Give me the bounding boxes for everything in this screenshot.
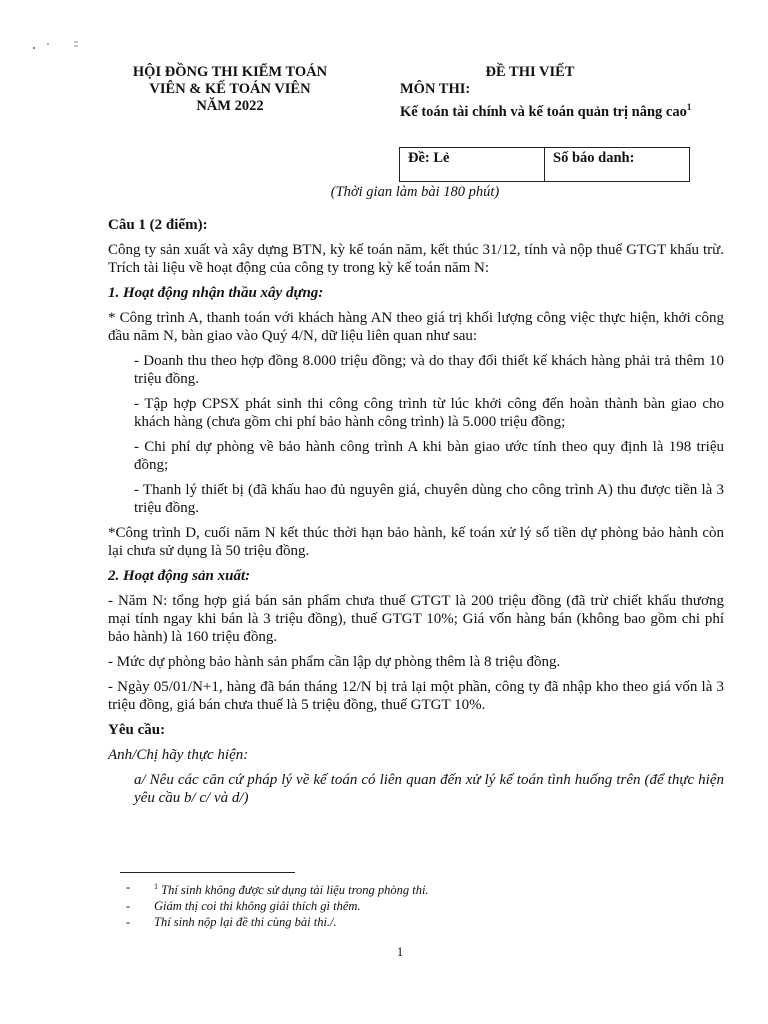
- section-1-title: 1. Hoạt động nhận thầu xây dựng:: [108, 285, 324, 301]
- subject-footnote-mark: 1: [686, 102, 692, 112]
- footnote-1-text: Thí sinh không được sử dụng tài liệu trong phòng thi.: [161, 883, 429, 898]
- exam-duration-note: (Thời gian làm bài 180 phút): [330, 184, 500, 200]
- section-2-bullet-2: - Mức dự phòng bảo hành sản phẩm cần lập dự phòng thêm là 8 triệu đồng.: [108, 654, 561, 670]
- council-line-2: VIÊN & KẾ TOÁN VIÊN: [149, 81, 311, 97]
- candidate-number-cell: Số báo danh:: [553, 150, 635, 166]
- question-intro: Công ty sản xuất và xây dựng BTN, kỳ kế toán năm, kết thúc 31/12, tính và nộp thuế GTGT khấu trừ. Trích tài liệu về hoạt động của công ty trong kỳ kế toán năm N:: [108, 242, 724, 276]
- section-1-bullet-4: - Thanh lý thiết bị (đã khấu hao đủ nguyên giá, chuyên dùng cho công trình A) thu được tiền là 3 triệu đồng.: [134, 482, 724, 516]
- footnote-3: [126, 914, 686, 930]
- exam-council-header: [100, 64, 360, 115]
- footnotes: [126, 879, 686, 930]
- section-2-bullet-1: - Năm N: tổng hợp giá bán sản phẩm chưa thuế GTGT là 200 triệu đồng (đã trừ chiết khấu thương mại tính ngay khi bán là 3 triệu đồng), thuế GTGT 10%; Giá vốn hàng bán (không bao gồm chi phí bảo hành) là 160 triệu đồng.: [108, 593, 724, 645]
- footnote-1: [126, 879, 686, 898]
- footnote-2-text: Giám thị coi thi không giải thích gì thêm.: [154, 899, 361, 914]
- subject-label: MÔN THI:: [400, 81, 471, 97]
- question-body: [108, 216, 724, 814]
- requirement-intro: Anh/Chị hãy thực hiện:: [108, 747, 249, 763]
- footnote-2: [126, 898, 686, 914]
- section-1-bullet-2: - Tập hợp CPSX phát sinh thi công công trình từ lúc khởi công đến hoàn thành bàn giao cho khách hàng (chưa gồm chi phí bảo hành công trình) là 5.000 triệu đồng;: [134, 396, 724, 430]
- section-2-bullet-3: - Ngày 05/01/N+1, hàng đã bán tháng 12/N bị trả lại một phần, công ty đã nhập kho theo giá vốn là 3 triệu đồng, giá bán chưa thuế là 5 triệu đồng, thuế GTGT 10%.: [108, 679, 724, 713]
- footnote-dash: -: [126, 880, 131, 894]
- section-1-paragraph-1: * Công trình A, thanh toán với khách hàng AN theo giá trị khối lượng công việc thực hiện, khởi công đầu năm N, bàn giao vào Quý 4/N, dữ liệu liên quan như sau:: [108, 310, 724, 344]
- exam-type-title: ĐỀ THI VIẾT: [485, 64, 575, 80]
- footnote-dash: -: [126, 915, 131, 930]
- section-1-bullet-1: - Doanh thu theo hợp đồng 8.000 triệu đồng; và do thay đổi thiết kế khách hàng phải trả thêm 10 triệu đồng.: [134, 353, 724, 387]
- section-1-paragraph-2: *Công trình D, cuối năm N kết thúc thời hạn bảo hành, kế toán xử lý số tiền dự phòng bảo hành còn lại chưa sử dụng là 50 triệu đồng.: [108, 525, 724, 559]
- requirement-a: a/ Nêu các căn cứ pháp lý về kế toán có liên quan đến xử lý kế toán tình huống trên (để thực hiện yêu cầu b/ c/ và d/): [134, 772, 724, 806]
- exam-code-cell: Đề: Lẻ: [400, 148, 545, 181]
- council-line-1: HỘI ĐỒNG THI KIỂM TOÁN: [132, 64, 328, 80]
- question-title: Câu 1 (2 điểm):: [108, 217, 208, 233]
- scan-speck-marks: [30, 38, 90, 52]
- footnote-1-mark: 1: [154, 882, 158, 891]
- footnote-1-body: [154, 879, 429, 898]
- subject-name-text: Kế toán tài chính và kế toán quản trị nâng cao: [400, 103, 687, 120]
- exam-info-box: [399, 147, 690, 182]
- section-1-bullet-3: - Chi phí dự phòng về bảo hành công trình A khi bàn giao ước tính theo quy định là 198 triệu đồng;: [134, 439, 724, 473]
- subject-name: [400, 99, 720, 121]
- council-year: NĂM 2022: [196, 98, 264, 114]
- requirement-title: Yêu cầu:: [108, 722, 166, 738]
- footnote-divider: [120, 872, 295, 873]
- section-2-title: 2. Hoạt động sản xuất:: [108, 568, 251, 584]
- page-number: 1: [396, 944, 404, 959]
- footnote-3-text: Thí sinh nộp lại đề thi cùng bài thi./.: [154, 915, 337, 930]
- footnote-dash: -: [126, 899, 131, 914]
